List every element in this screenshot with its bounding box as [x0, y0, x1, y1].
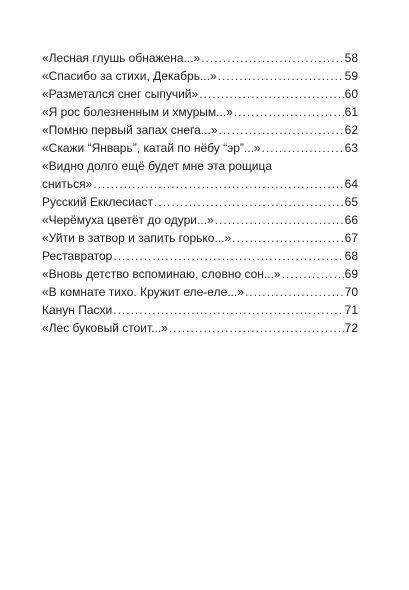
dot-leader [113, 301, 343, 319]
toc-entry-page: 71 [344, 303, 358, 317]
toc-entry-title-line1: «Видно долго ещё будет мне эта рощица [42, 159, 273, 173]
dot-leader [234, 103, 344, 121]
toc-entry [42, 85, 358, 103]
toc-entry-title: «Черёмуха цветёт до одури...» [42, 213, 214, 227]
toc-entry-title: «Лесная глушь обнажена...» [42, 51, 201, 65]
dot-leader [282, 265, 344, 283]
dot-leader [154, 193, 344, 211]
dot-leader [218, 67, 344, 85]
dot-leader [199, 85, 343, 103]
dot-leader [93, 175, 343, 193]
toc-entry-title: «Я рос болезненным и хмурым...» [42, 105, 233, 119]
toc-entry [42, 49, 358, 67]
toc-entry-page: 68 [344, 249, 358, 263]
toc-entry [42, 229, 358, 247]
toc-entry-title-line2: сниться» [42, 177, 93, 191]
toc-entry-title: «Разметался снег сыпучий» [42, 87, 199, 101]
toc-entry-title: Русский Екклесиаст [42, 195, 154, 209]
dot-leader [245, 283, 344, 301]
toc-entry [42, 103, 358, 121]
toc-entry-page: 69 [344, 267, 358, 281]
toc-entry-title: «Лес буковый стоит...» [42, 321, 168, 335]
toc-entry-title: Реставратор [42, 249, 113, 263]
dot-leader [262, 139, 344, 157]
dot-leader [169, 319, 344, 337]
toc-entry [42, 301, 358, 319]
toc-entry [42, 193, 358, 211]
toc-entry-title: «Скажи “Январь”, катай по нёбу “эр”...» [42, 141, 261, 155]
dot-leader [113, 247, 343, 265]
toc-entry-page: 72 [344, 321, 358, 335]
toc-entry [42, 67, 358, 85]
toc-entry [42, 139, 358, 157]
toc-entry-page: 62 [344, 123, 358, 137]
dot-leader [219, 121, 344, 139]
toc-entry [42, 265, 358, 283]
toc-entry [42, 121, 358, 139]
dot-leader [201, 49, 343, 67]
toc-entry-title: «Спасибо за стихи, Декабрь...» [42, 69, 217, 83]
toc-entry-page: 66 [344, 213, 358, 227]
toc-entry [42, 211, 358, 229]
toc-entry [42, 319, 358, 337]
toc-entry-page: 70 [344, 285, 358, 299]
dot-leader [215, 211, 344, 229]
dot-leader [232, 229, 344, 247]
toc-entry [42, 283, 358, 301]
toc-entry-page: 64 [344, 177, 358, 191]
toc-entry-page: 63 [344, 141, 358, 155]
toc-entry-page: 61 [344, 105, 358, 119]
toc-entry-title: Канун Пасхи [42, 303, 113, 317]
toc-entry-title: «Вновь детство вспоминаю, словно сон...» [42, 267, 281, 281]
toc-entry-page: 59 [344, 69, 358, 83]
toc-entry-title: «В комнате тихо. Кружит еле-еле...» [42, 285, 244, 299]
toc-entry [42, 247, 358, 265]
toc-entry-page: 65 [344, 195, 358, 209]
toc-entry-page: 60 [344, 87, 358, 101]
toc-entry [42, 157, 358, 193]
toc-entry-title: «Уйти в затвор и запить горько...» [42, 231, 232, 245]
toc-entry-page: 58 [344, 51, 358, 65]
toc-entry-title: «Помню первый запах снега...» [42, 123, 218, 137]
toc-entry-page: 67 [344, 231, 358, 245]
table-of-contents [42, 49, 358, 337]
